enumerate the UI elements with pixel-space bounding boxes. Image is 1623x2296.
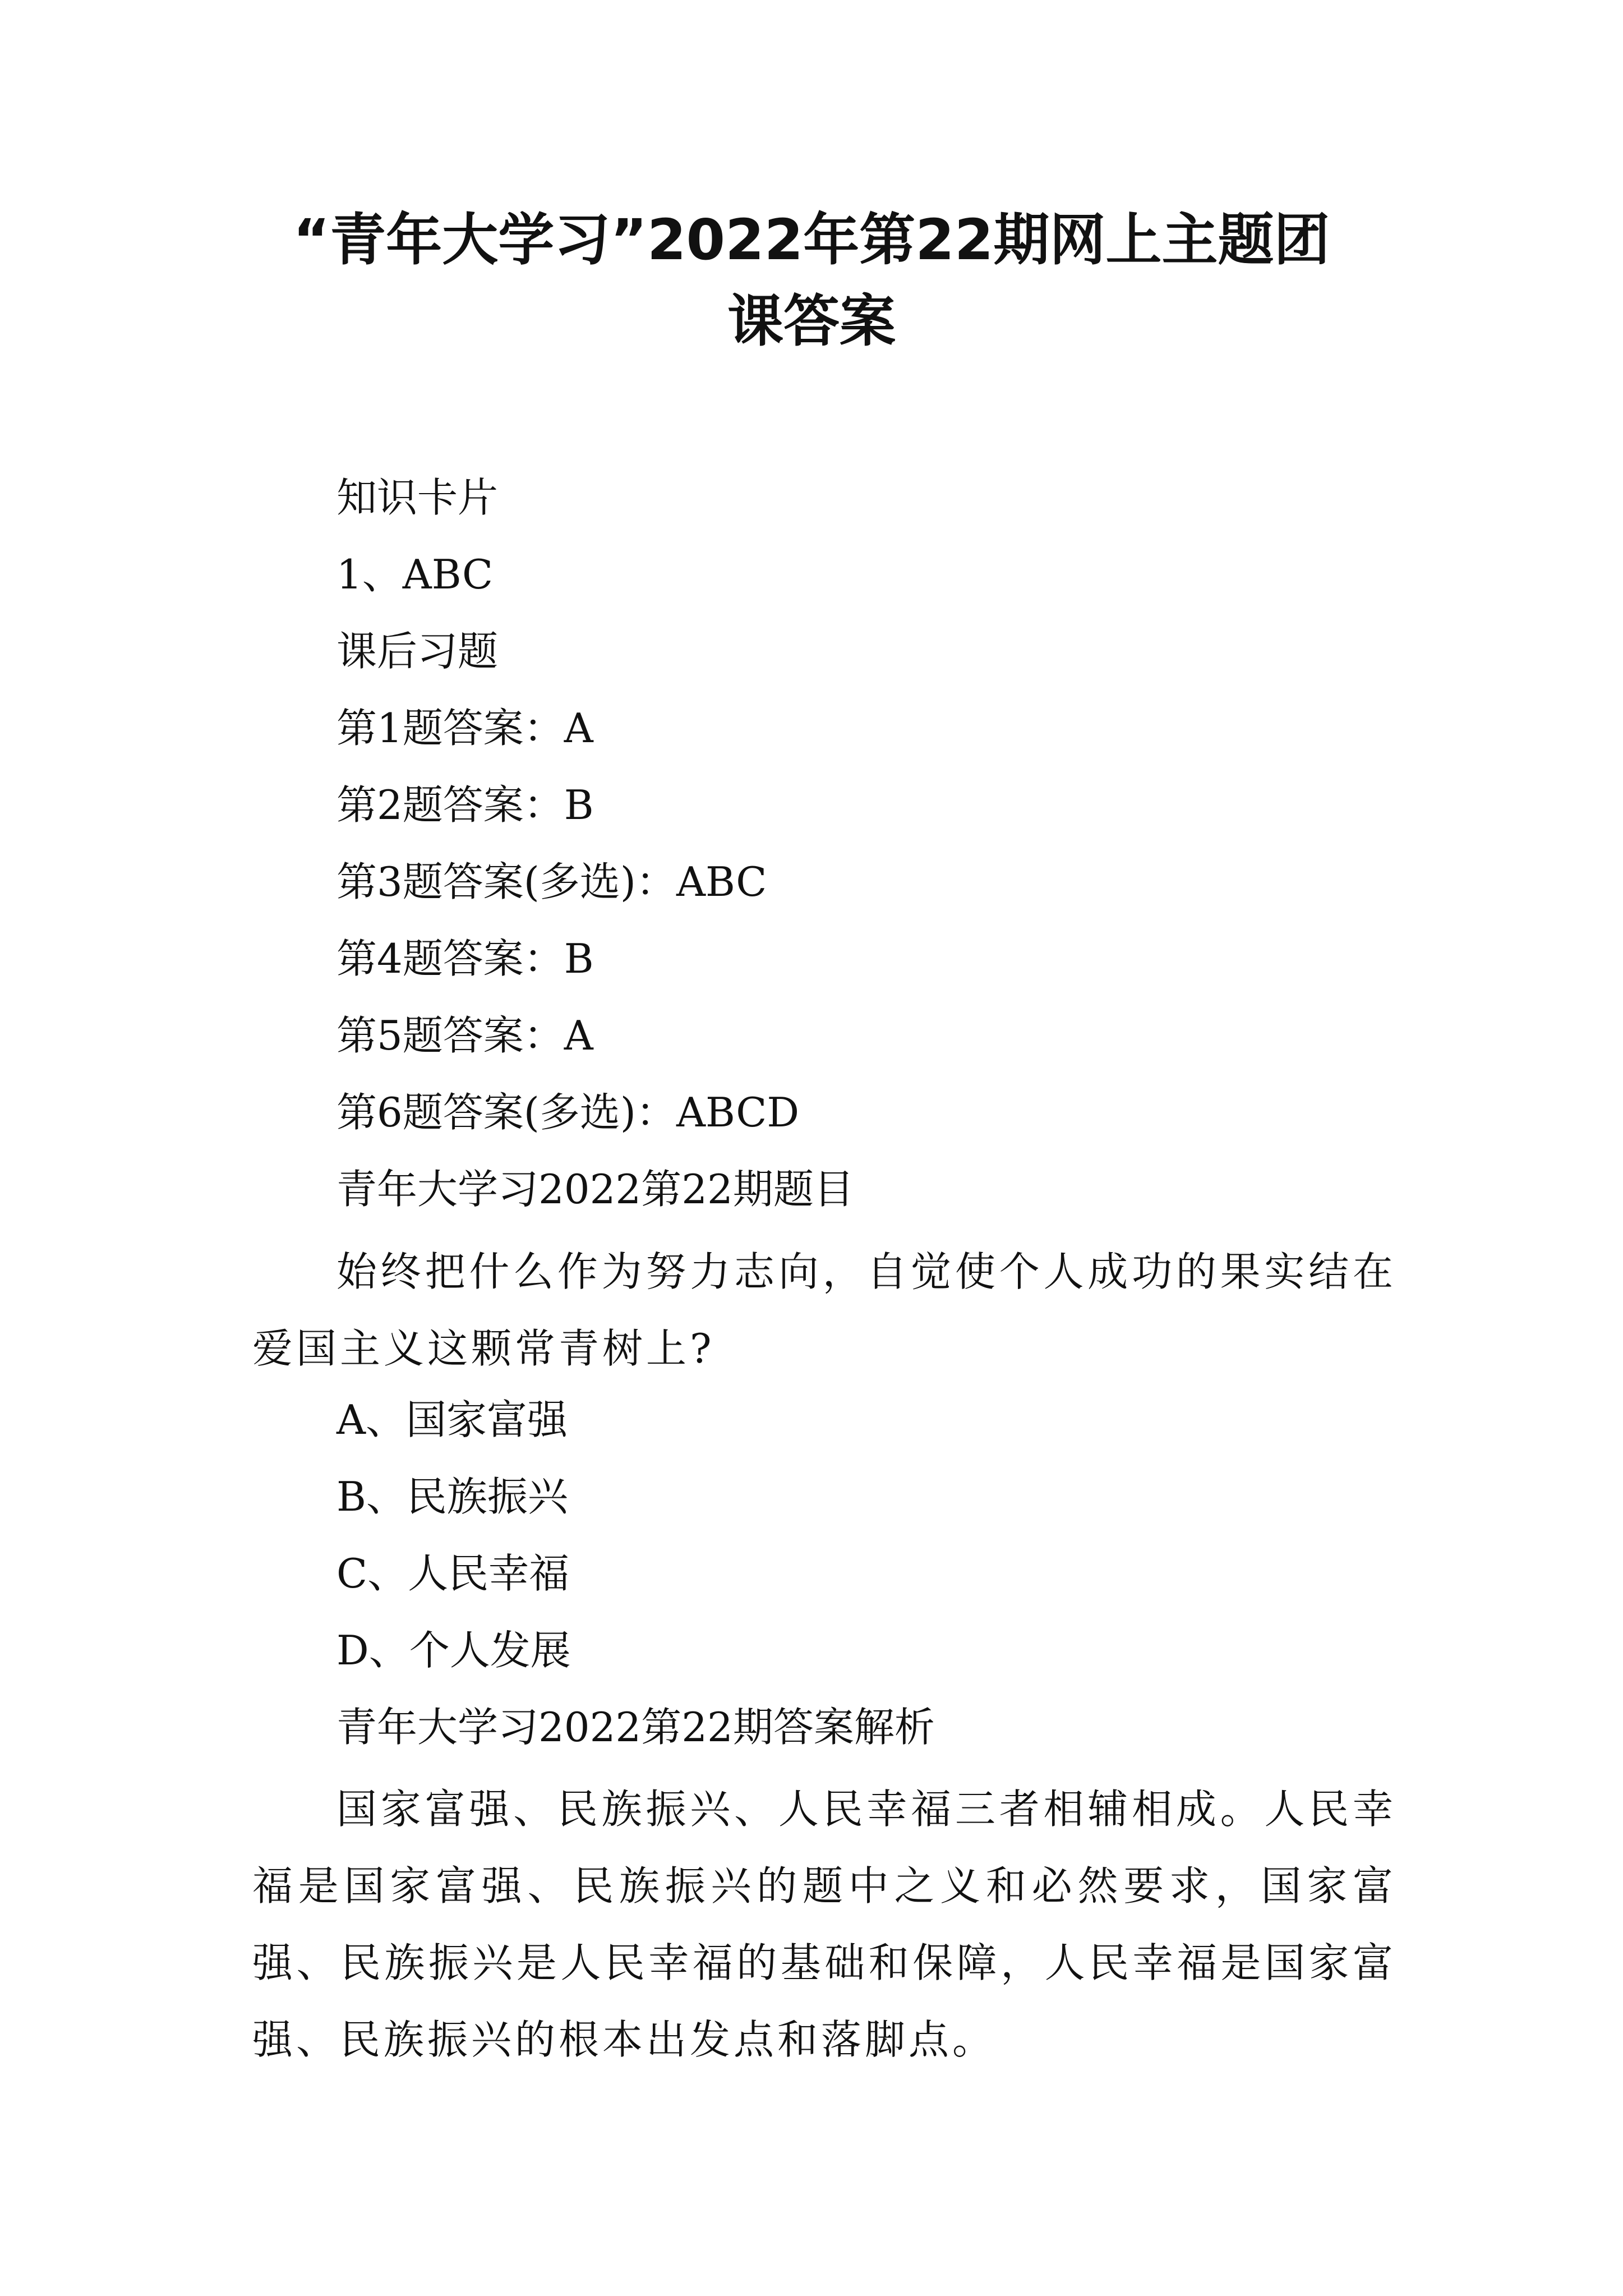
- exercises-heading: 课后习题: [336, 628, 499, 675]
- question-text: 始终把什么作为努力志向，自觉使个人成功的果实结在爱国主义这颗常青树上?: [252, 1248, 1396, 1372]
- analysis-text: 国家富强、民族振兴、人民幸福三者相辅相成。人民幸福是国家富强、民族振兴的题中之义和必然要求，国家富强、民族振兴是人民幸福的基础和保障，人民幸福是国家富强、民族振兴的根本出发点和落脚点。: [252, 1786, 1396, 2063]
- exercise-answer-4: 第4题答案：B: [336, 935, 594, 982]
- exercise-answer-5: 第5题答案：A: [336, 1012, 593, 1059]
- question-option-b: B、民族振兴: [336, 1473, 568, 1520]
- question-option-c: C、人民幸福: [336, 1550, 570, 1597]
- exercise-answer-6: 第6题答案(多选)：ABCD: [336, 1089, 800, 1136]
- analysis-heading: 青年大学习2022第22期答案解析: [336, 1704, 935, 1751]
- document-title-line-1: “青年大学习”2022年第22期网上主题团: [293, 207, 1330, 273]
- document-title-line-2: 课答案: [727, 288, 896, 354]
- exercise-answer-2: 第2题答案：B: [336, 781, 594, 829]
- exercise-answer-1: 第1题答案：A: [336, 705, 593, 752]
- exercise-answer-3: 第3题答案(多选)：ABC: [336, 858, 767, 905]
- question-option-a: A、国家富强: [336, 1396, 568, 1443]
- knowledge-card-heading: 知识卡片: [336, 474, 499, 521]
- question-heading: 青年大学习2022第22期题目: [336, 1166, 854, 1213]
- knowledge-card-answer: 1、ABC: [336, 551, 494, 598]
- question-option-d: D、个人发展: [336, 1627, 571, 1674]
